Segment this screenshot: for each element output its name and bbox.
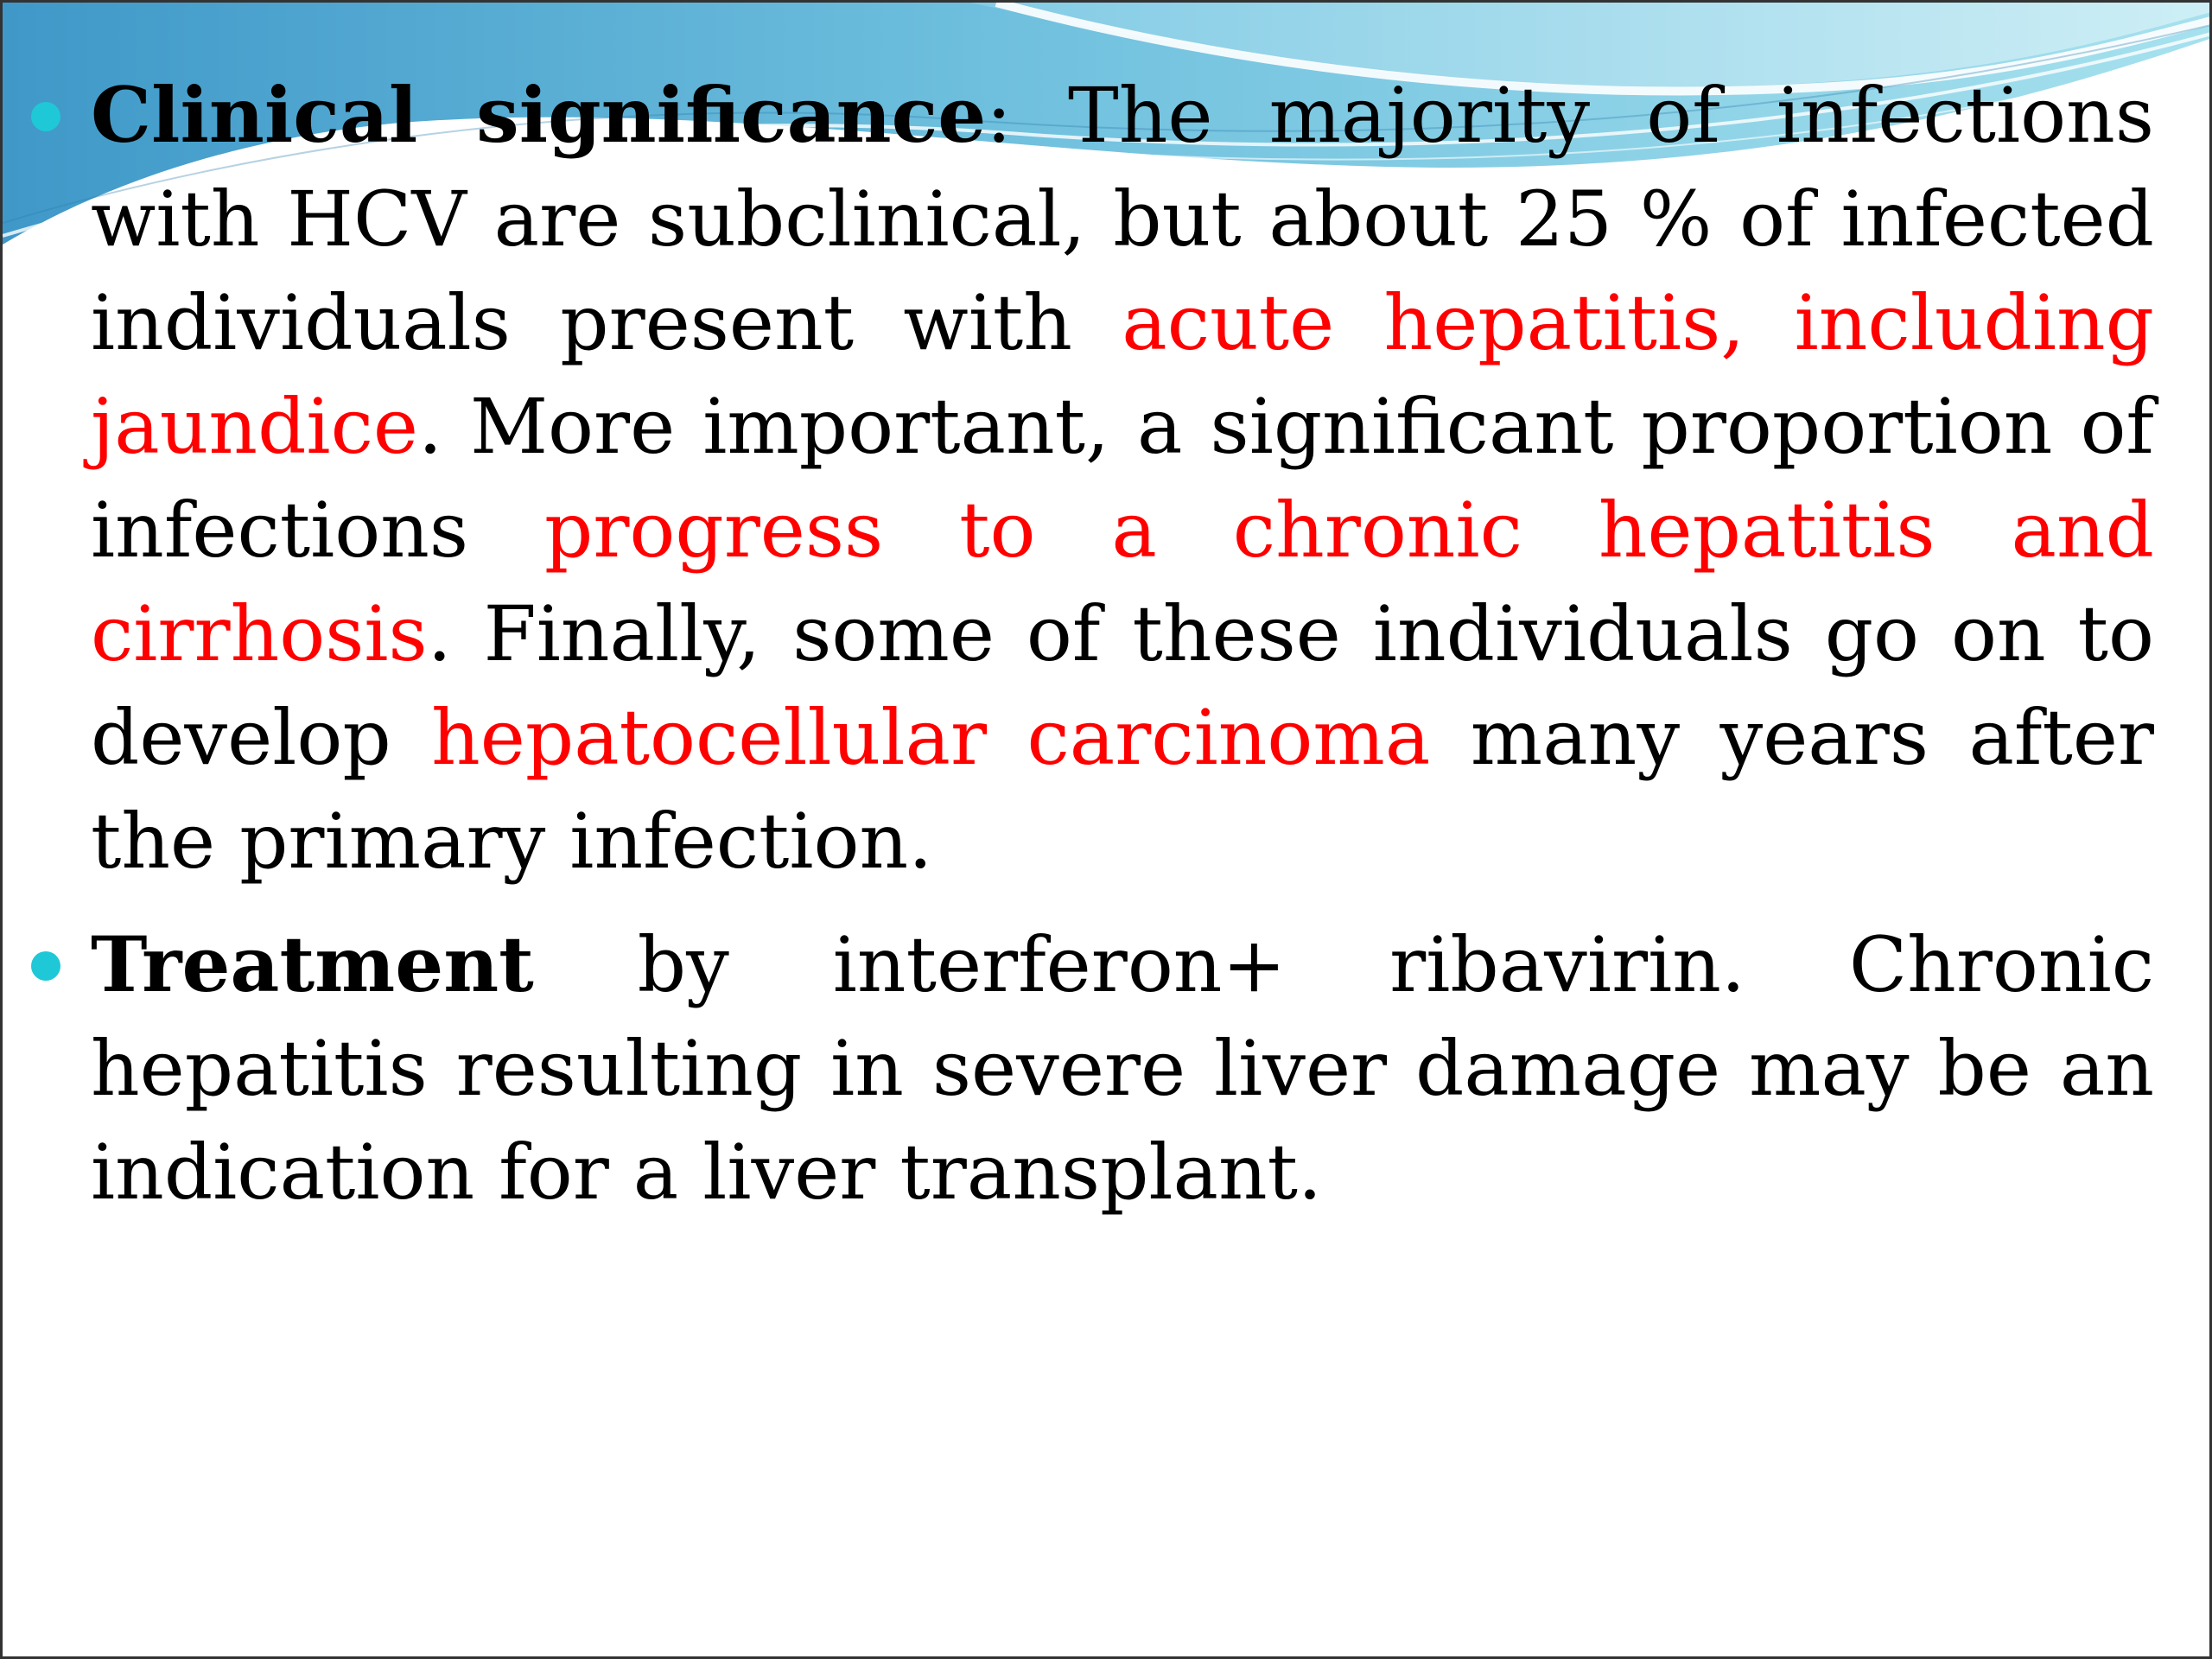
- bullet-dot-icon: [31, 951, 60, 981]
- text-segment: by interferon+ ribavirin. Chronic hepatitis resulting in severe liver damage may be an indication for a liver transplant.: [91, 920, 2154, 1217]
- slide-body: [3, 63, 2212, 1243]
- text-segment: . Finally, some of these individuals go on to develop: [91, 589, 2154, 782]
- highlight-chronic-progression: progress to a chronic hepatitis and cirrhosis: [91, 486, 2154, 678]
- bullet-treatment: [3, 912, 2212, 1224]
- text-segment: . More important, a significant proportion of infections: [91, 382, 2154, 575]
- heading-clinical-significance: Clinical significance: [91, 70, 987, 160]
- highlight-acute-hepatitis: acute hepatitis, including jaundice: [91, 278, 2154, 471]
- heading-treatment: Treatment: [91, 919, 534, 1009]
- bullet-clinical-significance: [3, 63, 2212, 893]
- text-segment: many years after the primary infection.: [91, 693, 2154, 886]
- highlight-hepatocellular-carcinoma: hepatocellular carcinoma: [431, 693, 1431, 782]
- bullet-dot-icon: [31, 102, 60, 131]
- text-segment: : The majority of infections with HCV are subclinical, but about 25 % of infected individuals present with: [91, 71, 2154, 367]
